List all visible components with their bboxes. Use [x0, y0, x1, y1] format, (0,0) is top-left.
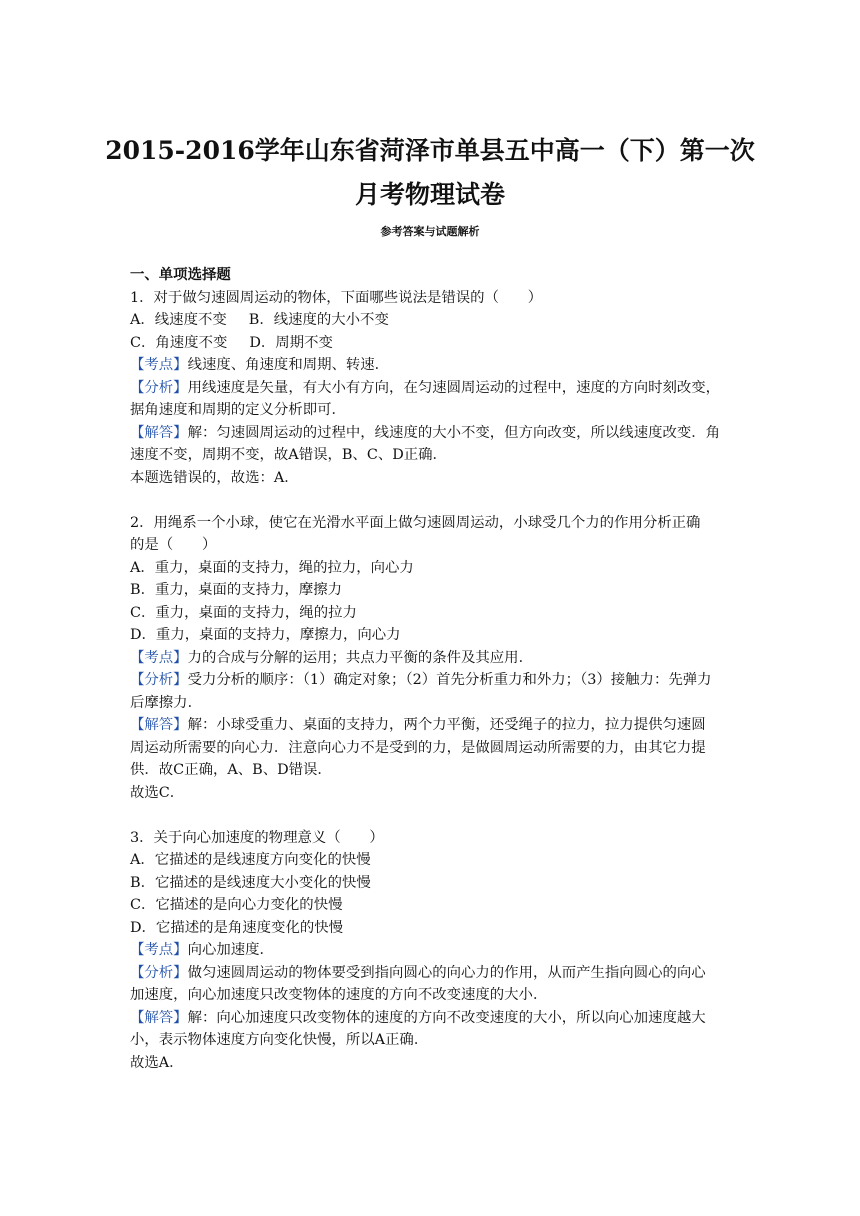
- q2-stem-2: 的是（ ）: [130, 537, 217, 553]
- q1-conclusion: 本题选错误的，故选：A．: [130, 469, 299, 486]
- q2-fenxi: [130, 669, 740, 692]
- kaodian-tag: 【考点】: [130, 649, 188, 666]
- section-heading: 一、单项选择题: [130, 266, 231, 283]
- jieda-tag: 【解答】: [130, 1009, 188, 1026]
- jieda-tag: 【解答】: [130, 424, 188, 441]
- q2-option-c: C．重力，桌面的支持力，绳的拉力: [130, 604, 357, 621]
- q1-kaodian: [130, 354, 740, 377]
- q2-jieda: [130, 714, 740, 737]
- q3-jieda-text-2: 小，表示物体速度方向变化快慢，所以A正确．: [130, 1032, 429, 1048]
- q2-jieda-text-3: 供．故C正确，A、B、D错误．: [130, 762, 332, 778]
- q1-option-c: C．角速度不变: [130, 334, 228, 351]
- q1-fenxi-text-1: 用线速度是矢量，有大小有方向，在匀速圆周运动的过程中，速度的方向时刻改变，: [187, 379, 721, 396]
- q2-fenxi-text-2: 后摩擦力．: [130, 694, 202, 711]
- q1-option-b: B．线速度的大小不变: [248, 312, 389, 328]
- q3-fenxi: [130, 962, 740, 985]
- q3-option-a: A．它描述的是线速度方向变化的快慢: [130, 852, 371, 868]
- jieda-tag: 【解答】: [130, 717, 188, 733]
- q2-jieda-text-2: 周运动所需要的向心力．注意向心力不是受到的力，是做圆周运动所需要的力，由其它力提: [130, 739, 706, 756]
- q3-fenxi-text-1: 做匀速圆周运动的物体要受到指向圆心的向心力的作用，从而产生指向圆心的向心: [187, 964, 706, 981]
- q2-option-d: D．重力，桌面的支持力，摩擦力，向心力: [130, 627, 401, 643]
- q1-fenxi: [130, 377, 740, 400]
- q2-kaodian-text: 力的合成与分解的运用；共点力平衡的条件及其应用．: [187, 649, 533, 666]
- q3-jieda: [130, 1007, 740, 1030]
- q3-jieda-text-1: 解：向心加速度只改变物体的速度的方向不改变速度的大小，所以向心加速度越大: [187, 1009, 706, 1026]
- q3-option-d: D．它描述的是角速度变化的快慢: [130, 919, 344, 936]
- q1-options-cd: [130, 332, 740, 355]
- kaodian-tag: 【考点】: [130, 942, 188, 958]
- question-2: [130, 512, 740, 805]
- q3-kaodian-text: 向心加速度．: [187, 942, 274, 958]
- q2-kaodian: [130, 647, 740, 670]
- q1-option-a: A．线速度不变: [130, 312, 227, 328]
- q1-jieda-text-2: 速度不变，周期不变，故A错误，B、C、D正确．: [130, 447, 447, 463]
- q2-jieda-text-1: 解：小球受重力、桌面的支持力，两个力平衡，还受绳子的拉力，拉力提供匀速圆: [187, 717, 706, 733]
- q2-conclusion: 故选C．: [130, 784, 185, 801]
- q1-jieda: [130, 422, 740, 445]
- kaodian-tag: 【考点】: [130, 357, 188, 373]
- q2-stem-1: 2．用绳系一个小球，使它在光滑水平面上做匀速圆周运动，小球受几个力的作用分析正确: [130, 514, 701, 531]
- fenxi-tag: 【分析】: [130, 672, 188, 688]
- q2-option-a: A．重力，桌面的支持力，绳的拉力，向心力: [130, 559, 414, 576]
- fenxi-tag: 【分析】: [130, 379, 188, 396]
- q1-jieda-text-1: 解：匀速圆周运动的过程中，线速度的大小不变，但方向改变，所以线速度改变．角: [187, 424, 721, 441]
- q3-fenxi-text-2: 加速度，向心加速度只改变物体的速度的方向不改变速度的大小．: [130, 987, 548, 1003]
- question-3: [130, 827, 740, 1075]
- q1-option-d: D．周期不变: [249, 334, 333, 351]
- subtitle: 参考答案与试题解析: [380, 225, 480, 238]
- question-1: [130, 287, 740, 490]
- fenxi-tag: 【分析】: [130, 964, 188, 981]
- q3-option-c: C．它描述的是向心力变化的快慢: [130, 897, 343, 913]
- title-line-1: 2015-2016学年山东省菏泽市单县五中高一（下）第一次: [105, 136, 755, 165]
- q2-fenxi-text-1: 受力分析的顺序：（1）确定对象；（2）首先分析重力和外力；（3）接触力：先弹力: [187, 672, 712, 688]
- q2-option-b: B．重力，桌面的支持力，摩擦力: [130, 582, 343, 598]
- q3-stem: 3．关于向心加速度的物理意义（ ）: [130, 829, 384, 846]
- title-line-2: 月考物理试卷: [354, 180, 505, 209]
- q1-options-ab: [130, 309, 740, 332]
- q3-conclusion: 故选A．: [130, 1054, 184, 1071]
- document-body: [130, 264, 740, 1074]
- q1-fenxi-text-2: 据角速度和周期的定义分析即可．: [130, 402, 346, 418]
- q1-kaodian-text: 线速度、角速度和周期、转速．: [187, 357, 390, 373]
- q3-option-b: B．它描述的是线速度大小变化的快慢: [130, 874, 371, 891]
- q1-stem: 1．对于做匀速圆周运动的物体，下面哪些说法是错误的（ ）: [130, 289, 543, 306]
- q3-kaodian: [130, 939, 740, 962]
